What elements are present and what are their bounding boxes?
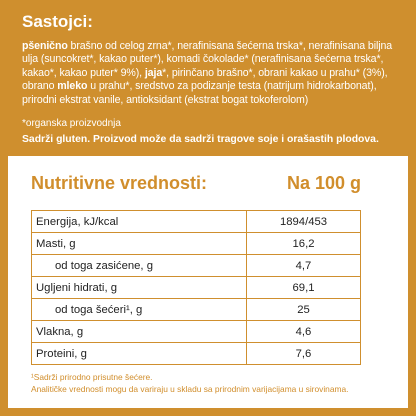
per-100g-label: Na 100 g [286,173,361,193]
nutrition-header [31,173,361,194]
allergen-note: Sadrži gluten. Proizvod može da sadrži tragove soje i orašastih plodova. [22,134,379,146]
nutrient-name: Proteini, g [32,343,247,365]
table-row [32,343,361,365]
ingredient-allergen: jaja [144,66,163,79]
ingredients-text [22,40,394,107]
nutrition-title: Nutritivne vrednosti: [31,173,208,193]
nutrition-footnotes [31,372,396,395]
table-row [32,277,361,299]
ingredients-section [0,0,416,156]
nutrition-table [31,210,361,365]
nutrient-name: od toga zasićene, g [32,255,247,277]
ingredient-text-segment: *, pirinčano brašno*, obrani kakao u prahu* (3%), obrano [22,66,388,93]
table-row [32,211,361,233]
nutrient-name: Energija, kJ/kcal [32,211,247,233]
footnote-variation: Analitičke vrednosti mogu da variraju u skladu sa prirodnim varijacijama u sirovinama. [31,383,349,394]
nutrient-name: od toga šećeri¹, g [32,299,247,321]
nutrient-value: 69,1 [247,277,361,299]
nutrient-name: Ugljeni hidrati, g [32,277,247,299]
nutrient-value: 4,7 [247,255,361,277]
ingredients-title: Sastojci: [22,12,93,31]
nutrient-value: 25 [247,299,361,321]
table-row [32,233,361,255]
ingredient-text-segment: u prahu*, sredstvo za podizanje testa (natrijum hidrokarbonat), prirodni ekstrat vanile, antioksidant (ekstrat bogat tokoferolom) [22,80,377,106]
footnote-sugars: ¹Sadrži prirodno prisutne šećere. [31,372,153,382]
table-row [32,299,361,321]
table-row [32,321,361,343]
nutrient-name: Vlakna, g [32,321,247,343]
ingredient-allergen: mleko [57,80,88,93]
nutrient-name: Masti, g [32,233,247,255]
table-row [32,255,361,277]
nutrient-value: 16,2 [247,233,361,255]
organic-note: *organska proizvodnja [22,118,121,130]
nutrient-value: 7,6 [247,343,361,365]
nutrient-value: 1894/453 [247,211,361,233]
ingredient-allergen: pšenično [22,40,68,52]
nutrition-panel [8,156,408,408]
ingredient-text-segment: brašno od celog zrna*, nerafinisana šećerna trska*, nerafinisana biljna ulja (suncokret*, kakao puter*), komadi čokolade* (nerafinisana šećerna trska*, kakao*, kakao puter* 9%), [22,40,393,79]
nutrient-value: 4,6 [247,321,361,343]
